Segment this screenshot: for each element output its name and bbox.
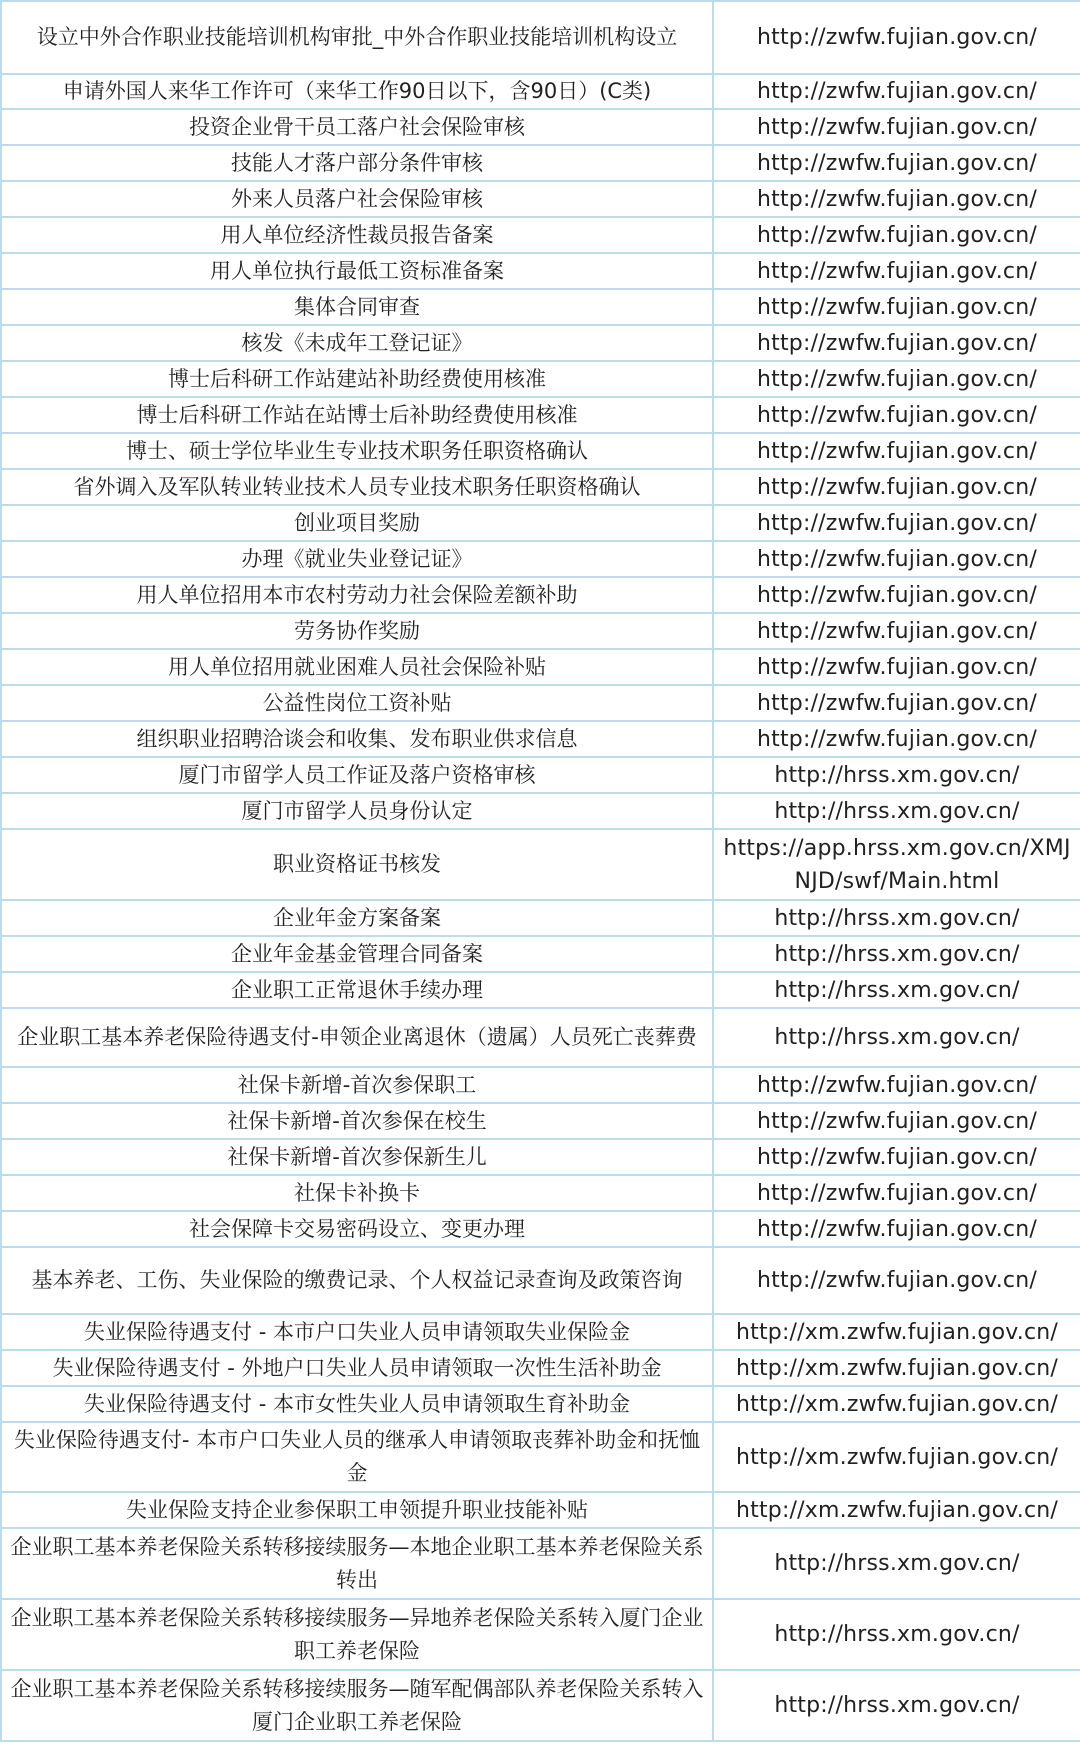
- service-url-link[interactable]: http://zwfw.fujian.gov.cn/: [713, 1175, 1080, 1211]
- table-row: [1, 1422, 1080, 1492]
- table-row: [1, 1, 1080, 74]
- service-url-link[interactable]: http://zwfw.fujian.gov.cn/: [713, 1103, 1080, 1139]
- service-name-cell: 企业年金方案备案: [1, 900, 713, 936]
- service-name-cell: 厦门市留学人员身份认定: [1, 793, 713, 829]
- service-name-cell: 职业资格证书核发: [1, 829, 713, 900]
- service-name-cell: 企业职工基本养老保险待遇支付-申领企业离退休（遗属）人员死亡丧葬费: [1, 1008, 713, 1067]
- service-url-link[interactable]: http://zwfw.fujian.gov.cn/: [713, 361, 1080, 397]
- service-name-cell: 外来人员落户社会保险审核: [1, 181, 713, 217]
- table-row: [1, 325, 1080, 361]
- service-name-cell: 失业保险支持企业参保职工申领提升职业技能补贴: [1, 1492, 713, 1528]
- service-url-link[interactable]: http://xm.zwfw.fujian.gov.cn/: [713, 1422, 1080, 1492]
- service-name-cell: 申请外国人来华工作许可（来华工作90日以下，含90日）(C类): [1, 74, 713, 109]
- service-url-link[interactable]: http://zwfw.fujian.gov.cn/: [713, 685, 1080, 721]
- service-url-link[interactable]: http://xm.zwfw.fujian.gov.cn/: [713, 1386, 1080, 1422]
- service-url-link[interactable]: http://hrss.xm.gov.cn/: [713, 900, 1080, 936]
- service-name-cell: 用人单位执行最低工资标准备案: [1, 253, 713, 289]
- service-name-cell: 社保卡新增-首次参保新生儿: [1, 1139, 713, 1175]
- service-name-cell: 劳务协作奖励: [1, 613, 713, 649]
- table-row: [1, 1670, 1080, 1741]
- table-row: [1, 433, 1080, 469]
- service-url-link[interactable]: http://zwfw.fujian.gov.cn/: [713, 469, 1080, 505]
- service-url-link[interactable]: http://zwfw.fujian.gov.cn/: [713, 649, 1080, 685]
- table-row: [1, 793, 1080, 829]
- table-row: [1, 1492, 1080, 1528]
- service-name-cell: 创业项目奖励: [1, 505, 713, 541]
- service-name-cell: 企业职工基本养老保险关系转移接续服务—本地企业职工基本养老保险关系转出: [1, 1528, 713, 1599]
- table-row: [1, 972, 1080, 1008]
- service-url-link[interactable]: http://zwfw.fujian.gov.cn/: [713, 181, 1080, 217]
- service-url-link[interactable]: http://hrss.xm.gov.cn/: [713, 793, 1080, 829]
- table-row: [1, 253, 1080, 289]
- service-url-link[interactable]: http://hrss.xm.gov.cn/: [713, 1008, 1080, 1067]
- table-row: [1, 361, 1080, 397]
- table-row: [1, 1139, 1080, 1175]
- service-name-cell: 博士、硕士学位毕业生专业技术职务任职资格确认: [1, 433, 713, 469]
- service-name-cell: 投资企业骨干员工落户社会保险审核: [1, 109, 713, 145]
- table-row: [1, 1314, 1080, 1350]
- service-url-link[interactable]: https://app.hrss.xm.gov.cn/XMJNJD/swf/Main.html: [713, 829, 1080, 900]
- service-url-link[interactable]: http://zwfw.fujian.gov.cn/: [713, 74, 1080, 109]
- table-row: [1, 685, 1080, 721]
- service-name-cell: 用人单位经济性裁员报告备案: [1, 217, 713, 253]
- table-row: [1, 1247, 1080, 1314]
- service-name-cell: 用人单位招用本市农村劳动力社会保险差额补助: [1, 577, 713, 613]
- service-url-link[interactable]: http://zwfw.fujian.gov.cn/: [713, 1, 1080, 74]
- service-name-cell: 博士后科研工作站建站补助经费使用核准: [1, 361, 713, 397]
- table-row: [1, 649, 1080, 685]
- table-row: [1, 1350, 1080, 1386]
- service-name-cell: 基本养老、工伤、失业保险的缴费记录、个人权益记录查询及政策咨询: [1, 1247, 713, 1314]
- service-url-link[interactable]: http://zwfw.fujian.gov.cn/: [713, 325, 1080, 361]
- service-url-link[interactable]: http://zwfw.fujian.gov.cn/: [713, 289, 1080, 325]
- services-table-body: [1, 1, 1080, 1741]
- service-name-cell: 失业保险待遇支付 - 本市女性失业人员申请领取生育补助金: [1, 1386, 713, 1422]
- service-url-link[interactable]: http://zwfw.fujian.gov.cn/: [713, 433, 1080, 469]
- table-row: [1, 1599, 1080, 1670]
- table-row: [1, 397, 1080, 433]
- table-row: [1, 1067, 1080, 1103]
- service-name-cell: 企业职工基本养老保险关系转移接续服务—异地养老保险关系转入厦门企业职工养老保险: [1, 1599, 713, 1670]
- service-name-cell: 厦门市留学人员工作证及落户资格审核: [1, 757, 713, 793]
- service-url-link[interactable]: http://zwfw.fujian.gov.cn/: [713, 253, 1080, 289]
- service-url-link[interactable]: http://zwfw.fujian.gov.cn/: [713, 217, 1080, 253]
- table-row: [1, 577, 1080, 613]
- service-name-cell: 集体合同审查: [1, 289, 713, 325]
- service-url-link[interactable]: http://zwfw.fujian.gov.cn/: [713, 721, 1080, 757]
- service-url-link[interactable]: http://zwfw.fujian.gov.cn/: [713, 1211, 1080, 1247]
- service-name-cell: 设立中外合作职业技能培训机构审批_中外合作职业技能培训机构设立: [1, 1, 713, 74]
- table-row: [1, 936, 1080, 972]
- service-name-cell: 企业职工基本养老保险关系转移接续服务—随军配偶部队养老保险关系转入厦门企业职工养老保险: [1, 1670, 713, 1741]
- table-row: [1, 1008, 1080, 1067]
- service-url-link[interactable]: http://zwfw.fujian.gov.cn/: [713, 613, 1080, 649]
- service-url-link[interactable]: http://zwfw.fujian.gov.cn/: [713, 109, 1080, 145]
- table-row: [1, 181, 1080, 217]
- service-url-link[interactable]: http://zwfw.fujian.gov.cn/: [713, 541, 1080, 577]
- service-name-cell: 社保卡新增-首次参保职工: [1, 1067, 713, 1103]
- service-name-cell: 博士后科研工作站在站博士后补助经费使用核准: [1, 397, 713, 433]
- service-url-link[interactable]: http://zwfw.fujian.gov.cn/: [713, 505, 1080, 541]
- service-url-link[interactable]: http://zwfw.fujian.gov.cn/: [713, 1067, 1080, 1103]
- service-name-cell: 核发《未成年工登记证》: [1, 325, 713, 361]
- service-url-link[interactable]: http://hrss.xm.gov.cn/: [713, 1670, 1080, 1741]
- service-name-cell: 企业年金基金管理合同备案: [1, 936, 713, 972]
- table-row: [1, 1211, 1080, 1247]
- service-url-link[interactable]: http://zwfw.fujian.gov.cn/: [713, 397, 1080, 433]
- table-row: [1, 757, 1080, 793]
- service-url-link[interactable]: http://zwfw.fujian.gov.cn/: [713, 577, 1080, 613]
- service-url-link[interactable]: http://zwfw.fujian.gov.cn/: [713, 1247, 1080, 1314]
- service-name-cell: 社保卡补换卡: [1, 1175, 713, 1211]
- service-url-link[interactable]: http://zwfw.fujian.gov.cn/: [713, 1139, 1080, 1175]
- table-row: [1, 74, 1080, 109]
- table-row: [1, 109, 1080, 145]
- service-name-cell: 办理《就业失业登记证》: [1, 541, 713, 577]
- service-name-cell: 组织职业招聘洽谈会和收集、发布职业供求信息: [1, 721, 713, 757]
- table-row: [1, 1528, 1080, 1599]
- service-name-cell: 用人单位招用就业困难人员社会保险补贴: [1, 649, 713, 685]
- table-row: [1, 145, 1080, 181]
- table-row: [1, 1103, 1080, 1139]
- service-url-link[interactable]: http://xm.zwfw.fujian.gov.cn/: [713, 1314, 1080, 1350]
- service-name-cell: 公益性岗位工资补贴: [1, 685, 713, 721]
- service-name-cell: 失业保险待遇支付 - 外地户口失业人员申请领取一次性生活补助金: [1, 1350, 713, 1386]
- table-row: [1, 900, 1080, 936]
- table-row: [1, 829, 1080, 900]
- service-url-link[interactable]: http://hrss.xm.gov.cn/: [713, 757, 1080, 793]
- table-row: [1, 217, 1080, 253]
- table-row: [1, 613, 1080, 649]
- service-url-link[interactable]: http://zwfw.fujian.gov.cn/: [713, 145, 1080, 181]
- service-url-link[interactable]: http://xm.zwfw.fujian.gov.cn/: [713, 1350, 1080, 1386]
- table-row: [1, 721, 1080, 757]
- table-row: [1, 1386, 1080, 1422]
- table-row: [1, 505, 1080, 541]
- service-name-cell: 技能人才落户部分条件审核: [1, 145, 713, 181]
- table-row: [1, 541, 1080, 577]
- table-row: [1, 469, 1080, 505]
- service-name-cell: 失业保险待遇支付 - 本市户口失业人员申请领取失业保险金: [1, 1314, 713, 1350]
- service-name-cell: 失业保险待遇支付- 本市户口失业人员的继承人申请领取丧葬补助金和抚恤金: [1, 1422, 713, 1492]
- service-url-link[interactable]: http://hrss.xm.gov.cn/: [713, 972, 1080, 1008]
- service-url-link[interactable]: http://hrss.xm.gov.cn/: [713, 1599, 1080, 1670]
- service-url-link[interactable]: http://hrss.xm.gov.cn/: [713, 1528, 1080, 1599]
- service-name-cell: 社保卡新增-首次参保在校生: [1, 1103, 713, 1139]
- service-url-link[interactable]: http://hrss.xm.gov.cn/: [713, 936, 1080, 972]
- service-name-cell: 社会保障卡交易密码设立、变更办理: [1, 1211, 713, 1247]
- service-url-link[interactable]: http://xm.zwfw.fujian.gov.cn/: [713, 1492, 1080, 1528]
- table-row: [1, 289, 1080, 325]
- service-name-cell: 企业职工正常退休手续办理: [1, 972, 713, 1008]
- table-row: [1, 1175, 1080, 1211]
- service-name-cell: 省外调入及军队转业转业技术人员专业技术职务任职资格确认: [1, 469, 713, 505]
